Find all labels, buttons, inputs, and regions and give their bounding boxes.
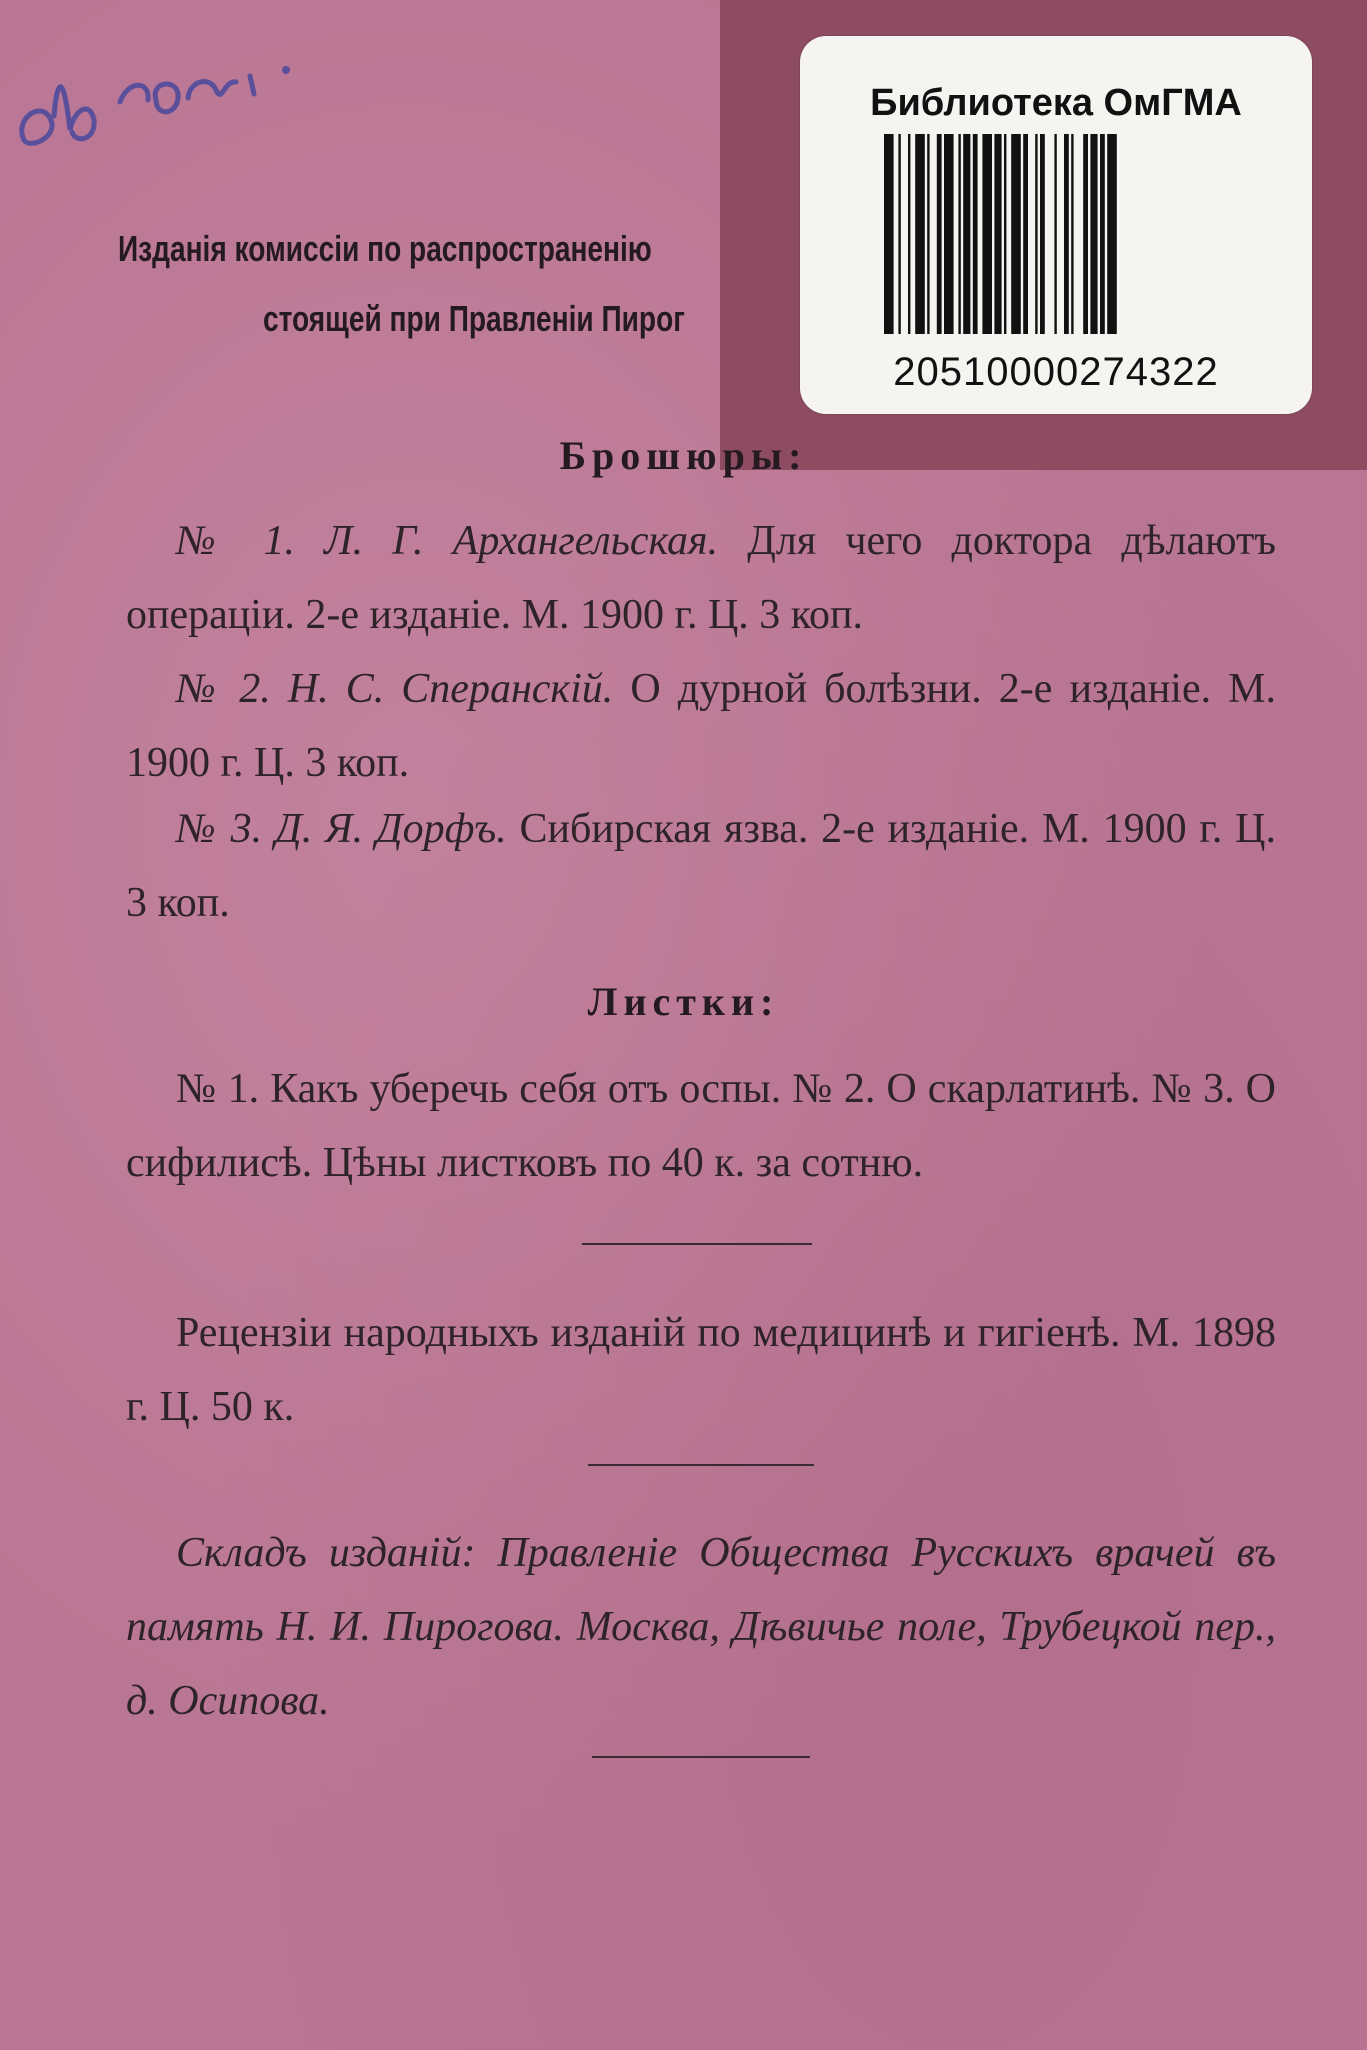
library-barcode-label (800, 36, 1312, 414)
leaflets-text: № 1. Какъ уберечь себя отъ оспы. № 2. О скарлатинѣ. № 3. О сифилисѣ. Цѣны листковъ по 40 к. за сотню. (126, 1066, 1276, 1186)
warehouse-note (126, 1516, 1276, 1738)
barcode-bar (937, 134, 942, 334)
barcode-bar (1083, 134, 1088, 334)
barcode-bar (1071, 134, 1073, 334)
barcode-bar (884, 134, 894, 334)
brochure-item-2 (126, 652, 1276, 800)
brochure-text: О дурной болѣзни. 2-е изданіе. М. 1900 г. Ц. 3 коп. (126, 666, 1277, 786)
divider (588, 1464, 814, 1466)
brochures-title: Брошюры: (559, 433, 808, 478)
barcode-bar (915, 134, 925, 334)
barcode-bar (982, 134, 992, 334)
handwritten-inscription (10, 20, 300, 180)
barcode-bar (963, 134, 970, 334)
barcode-bar (927, 134, 929, 334)
brochure-text: Для чего доктора дѣлаютъ операціи. 2-е изданіе. М. 1900 г. Ц. 3 коп. (126, 518, 1277, 638)
barcode-bar (1040, 134, 1045, 334)
publisher-header-line2: стоящей при Правленіи Пирог (263, 298, 685, 339)
barcode-bar (1064, 134, 1069, 334)
brochure-author: Л. Г. Архангельская. (324, 518, 719, 564)
barcode-bar (1054, 134, 1056, 334)
barcode-bar (898, 134, 900, 334)
reviews-entry (126, 1296, 1276, 1444)
divider (582, 1243, 812, 1245)
barcode-bar (1100, 134, 1105, 334)
barcode-number: 20510000274322 (893, 350, 1219, 394)
brochure-item-3 (126, 792, 1276, 940)
publisher-header-line1: Изданія комиссіи по распространенію (118, 228, 652, 269)
barcode-bar (1107, 134, 1117, 334)
brochure-number: № 3. (176, 806, 263, 852)
barcode-bar (1035, 134, 1037, 334)
barcode-graphic (884, 134, 1244, 378)
brochure-number: № 1. (176, 518, 295, 564)
brochure-item-1 (126, 504, 1276, 652)
reviews-text: Рецензіи народныхъ изданій по медицинѣ и гигіенѣ. М. 1898 г. Ц. 50 к. (126, 1310, 1276, 1430)
barcode-bar (1004, 134, 1006, 334)
leaflets-list (126, 1052, 1276, 1200)
barcode-bar (908, 134, 910, 334)
divider (592, 1756, 810, 1758)
barcode-bar (973, 134, 978, 334)
barcode-bar (994, 134, 1001, 334)
brochure-text: Сибирская язва. 2-е изданіе. М. 1900 г. Ц. 3 коп. (126, 806, 1277, 926)
brochure-author: Д. Я. Дорфъ. (274, 806, 507, 852)
barcode-bar (1011, 134, 1021, 334)
barcode-bar (958, 134, 960, 334)
brochure-number: № 2. (176, 666, 271, 712)
brochure-author: Н. С. Сперанскій. (287, 666, 614, 712)
barcode-bar (1090, 134, 1097, 334)
library-name: Библиотека ОмГМА (870, 82, 1242, 124)
barcode-bar (1023, 134, 1028, 334)
warehouse-text: Складъ изданій: Правленіе Общества Русскихъ врачей въ память Н. И. Пирогова. Москва, Дѣвичье поле, Трубецкой пер., д. Осипова. (126, 1530, 1276, 1724)
leaflets-title: Листки: (587, 979, 780, 1024)
barcode-bar (944, 134, 954, 334)
